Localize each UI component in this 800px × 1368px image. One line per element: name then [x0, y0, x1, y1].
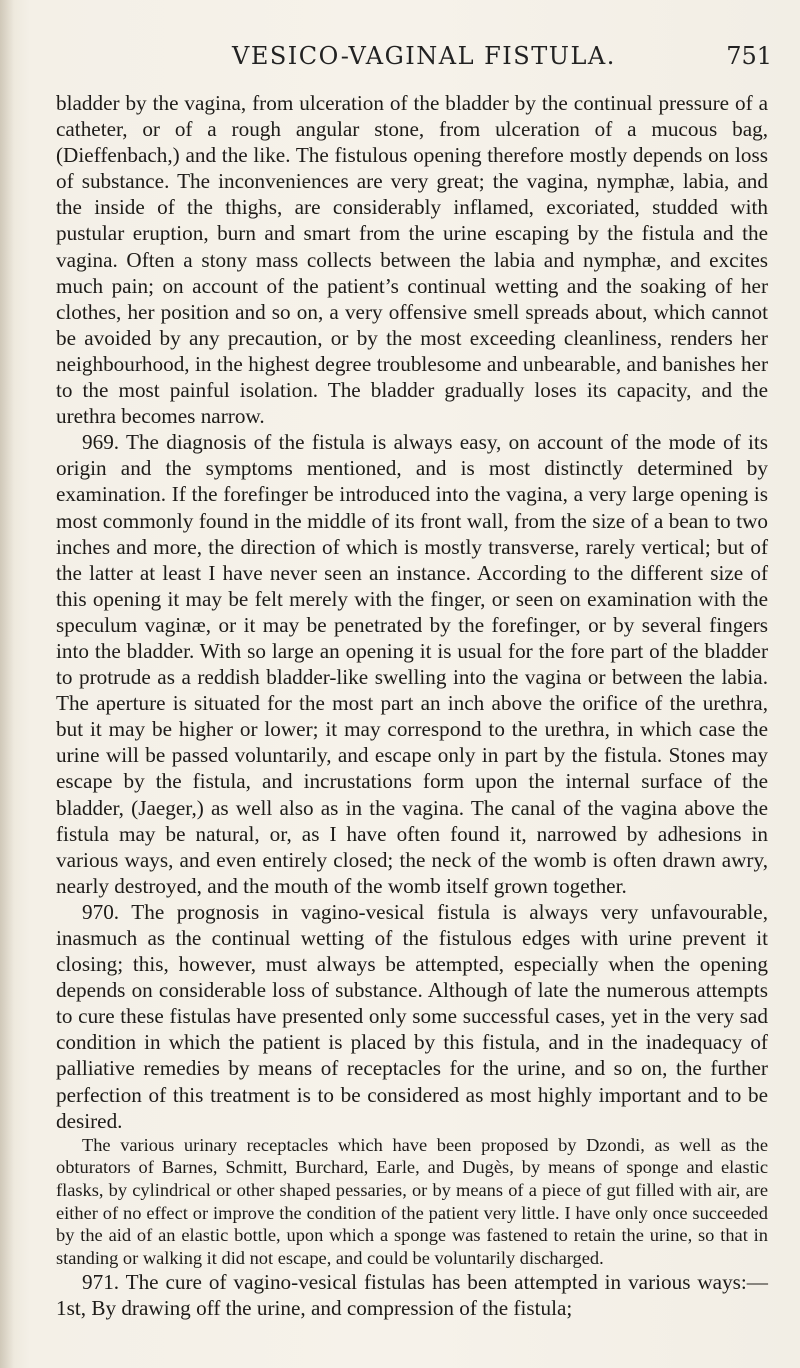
paragraph-970-prognosis: 970. The prognosis in vagino-vesical fistula is always very unfavourable, inasmuch as the continual wetting of the fistulous edges with urine prevent it closing; this, however, must always be attempted, especially when the opening depends on considerable loss of substance. Although of late the numerous attempts to cure these fistulas have presented only some successful cases, yet in the very sad condition in which the patient is placed by this fistula, and in the inadequacy of palliative remedies by means of receptacles for the urine, and so on, the further perfection of this treatment is to be considered as most highly important and to be desired.: [56, 899, 768, 1133]
page-header: [0, 42, 800, 76]
paragraph-971-cure: 971. The cure of vagino-vesical fistulas has been attempted in various ways:—1st, By drawing off the urine, and compression of the fistula;: [56, 1270, 768, 1321]
paragraph-969-diagnosis: 969. The diagnosis of the fistula is always easy, on account of the mode of its origin and the symptoms mentioned, and is most distinctly determined by examination. If the forefinger be introduced into the vagina, a very large opening is most commonly found in the middle of its front wall, from the size of a bean to two inches and more, the direction of which is mostly transverse, rarely vertical; but of the latter at least I have never seen an instance. According to the different size of this opening it may be felt merely with the finger, or seen on examination with the speculum vaginæ, or it may be penetrated by the forefinger, or by several fingers into the bladder. With so large an opening it is usual for the fore part of the bladder to protrude as a reddish bladder-like swelling into the vagina or between the labia. The aperture is situated for the most part an inch above the orifice of the urethra, but it may be higher or lower; it may correspond to the urethra, in which case the urine will be passed voluntarily, and escape only in part by the fistula. Stones may escape by the fistula, and incrustations form upon the internal surface of the bladder, (Jaeger,) as well also as in the vagina. The canal of the vagina above the fistula may be natural, or, as I have often found it, narrowed by adhesions in various ways, and even entirely closed; the neck of the womb is often drawn awry, nearly destroyed, and the mouth of the womb itself grown together.: [56, 430, 768, 898]
page-number: 751: [726, 42, 772, 70]
paragraph-receptacles: The various urinary receptacles which have been proposed by Dzondi, as well as the obturators of Barnes, Schmitt, Burchard, Earle, and Dugès, by means of sponge and elastic flasks, by cylindrical or other shaped pessaries, or by means of a piece of gut filled with air, are either of no effect or improve the condition of the patient very little. I have only once succeeded by the aid of an elastic bottle, upon which a sponge was fastened to retain the urine, so that in standing or walking it did not escape, and could be voluntarily discharged.: [56, 1134, 768, 1268]
scan-edge-shadow: [0, 0, 14, 1368]
paragraph-continuation: bladder by the vagina, from ulceration of the bladder by the continual pressure of a catheter, or of a rough angular stone, from ulceration of a mucous bag, (Dieffenbach,) and the like. The fistulous opening therefore mostly depends on loss of substance. The inconveniences are very great; the vagina, nymphæ, labia, and the inside of the thighs, are considerably inflamed, excoriated, studded with pustular eruption, burn and smart from the urine escaping by the fistula and the vagina. Often a stony mass collects between the labia and nymphæ, and excites much pain; on account of the patient’s continual wetting and the soaking of her clothes, her position and so on, a very offensive smell spreads about, which cannot be avoided by any precaution, or by the most exceeding cleanliness, renders her neighbourhood, in the highest degree troublesome and unbearable, and banishes her to the most painful isolation. The bladder gradually loses its capacity, and the urethra becomes narrow.: [56, 91, 768, 429]
body-text: [56, 90, 768, 1322]
running-head: VESICO-VAGINAL FISTULA.: [232, 42, 616, 70]
